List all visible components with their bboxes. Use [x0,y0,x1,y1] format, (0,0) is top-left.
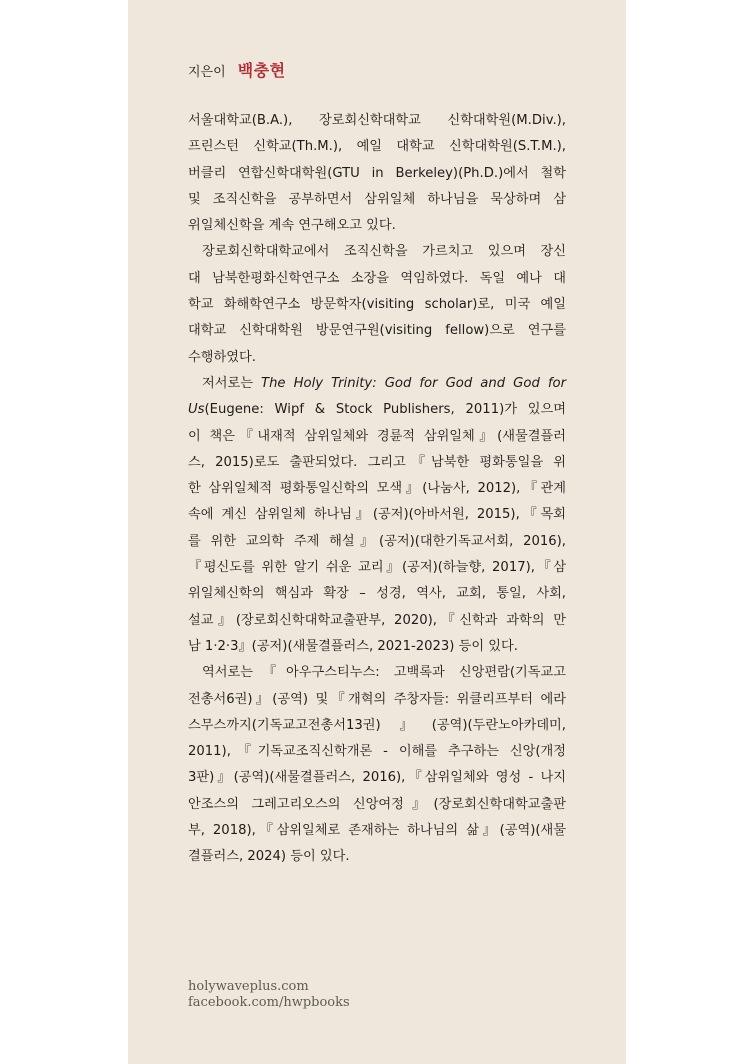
author-name: 백충현 [237,61,286,80]
bio-line: 수행하였다. [188,349,256,365]
book-title-italic: The Holy Trinity: God for God and God for [261,375,566,391]
author-biography [188,108,566,871]
publisher-footer [188,979,350,1011]
bio-text: (Eugene: Wipf & Stock Publishers, 2011)가 있으며 [204,402,566,418]
bio-line [188,371,566,397]
bio-line: 이 책은『내재적 삼위일체와 경륜적 삼위일체』(새물결플러 [188,428,566,444]
bio-line: 스무스까지(기독교고전총서13권)』(공역)(두란노아카데미, [188,717,566,733]
bio-line: 남 1·2·3』(공저)(새물결플러스, 2021-2023) 등이 있다. [188,638,518,654]
bio-line: 『평신도를 위한 알기 쉬운 교리』(공저)(하늘향, 2017),『삼 [188,560,566,576]
bio-line: 부, 2018),『삼위일체로 존재하는 하나님의 삶』(공역)(새물 [188,823,566,839]
bio-line: 스, 2015)로도 출판되었다. 그리고『남북한 평화통일을 위 [188,454,566,470]
bio-line: 설교』(장로회신학대학교출판부, 2020),『신학과 과학의 만 [188,612,566,628]
bio-line: 속에 계신 삼위일체 하나님』(공저)(아바서원, 2015),『목회 [188,507,566,523]
bio-line: 위일체신학을 계속 연구해오고 있다. [188,218,396,234]
bio-line: 대학교 신학대학원 방문연구원(visiting fellow)으로 연구를 [188,323,566,339]
bio-line: 결플러스, 2024) 등이 있다. [188,849,350,865]
bio-line: 위일체신학의 핵심과 확장 – 성경, 역사, 교회, 통일, 사회, [188,586,566,602]
bio-line: 를 위한 교의학 주제 해설』(공저)(대한기독교서회, 2016), [188,533,566,549]
bio-line: 2011),『기독교조직신학개론 - 이해를 추구하는 신앙(개정 [188,744,566,760]
website-link[interactable]: holywaveplus.com [188,979,309,994]
bio-line: 학교 화해학연구소 방문학자(visiting scholar)로, 미국 예일 [188,297,566,313]
author-heading [188,58,286,81]
bio-line: 역서로는『아우구스티누스: 고백록과 신앙편람(기독교고 [202,665,566,681]
bio-line: 대 남북한평화신학연구소 소장을 역임하였다. 독일 예나 대 [188,270,566,286]
page [128,0,626,1064]
bio-line: 서울대학교(B.A.), 장로회신학대학교 신학대학원(M.Div.), [188,113,566,128]
bio-line: 장로회신학대학교에서 조직신학을 가르치고 있으며 장신 [202,244,566,260]
bio-text: 저서로는 [202,375,262,391]
author-label: 지은이 [188,65,226,80]
bio-line: 프린스턴 신학교(Th.M.), 예일 대학교 신학대학원(S.T.M.), [188,139,566,155]
bio-line: 안조스의 그레고리오스의 신앙여정』(장로회신학대학교출판 [188,796,566,812]
bio-line: 전총서6권)』(공역) 및『개혁의 주창자들: 위클리프부터 에라 [188,691,566,707]
book-title-italic: Us [188,402,205,418]
bio-line [188,397,566,423]
bio-line: 버클리 연합신학대학원(GTU in Berkeley)(Ph.D.)에서 철학 [188,165,566,181]
bio-line: 및 조직신학을 공부하면서 삼위일체 하나님을 묵상하며 삼 [188,191,566,207]
facebook-link[interactable]: facebook.com/hwpbooks [188,995,350,1010]
bio-line: 3판)』(공역)(새물결플러스, 2016),『삼위일체와 영성 - 나지 [188,770,566,786]
bio-line: 한 삼위일체적 평화통일신학의 모색』(나눔사, 2012),『관계 [188,481,566,497]
